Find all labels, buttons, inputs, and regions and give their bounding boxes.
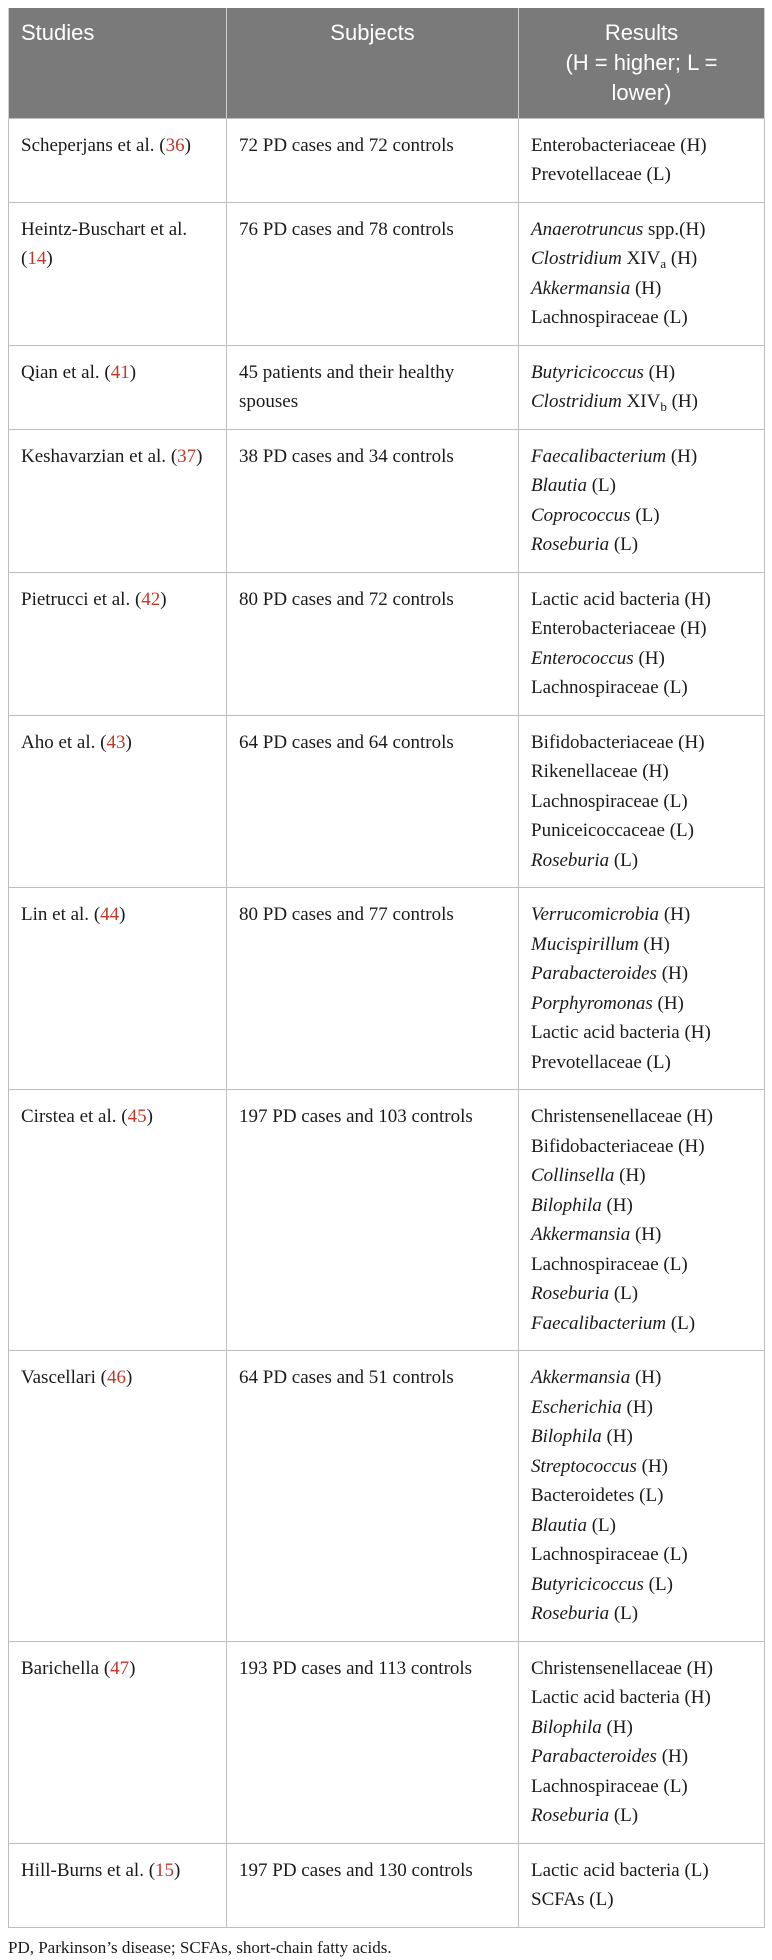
reference-link[interactable]: 43 [106, 731, 126, 753]
study-name: Pietrucci et al. [21, 588, 131, 610]
cell-subjects: 76 PD cases and 78 controls [227, 202, 519, 345]
taxon-name: Akkermansia [531, 277, 631, 299]
taxon-name: SCFAs [531, 1889, 585, 1910]
table-row [9, 429, 765, 572]
result-item [531, 274, 752, 304]
taxon-name: Enterococcus [531, 647, 634, 669]
cell-results [519, 1090, 765, 1351]
direction-label: (L) [609, 1603, 639, 1624]
direction-label: (L) [586, 1514, 616, 1536]
taxon-name: Christensenellaceae [531, 1657, 682, 1679]
result-item [531, 816, 752, 846]
cell-subjects: 197 PD cases and 130 controls [227, 1843, 519, 1927]
header-results-line2: (H = higher; L = [565, 50, 718, 75]
direction-label: (H) [666, 391, 698, 412]
reference-link[interactable]: 41 [110, 361, 130, 383]
taxon-name: Lactic acid bacteria [531, 1859, 680, 1881]
direction-label: (H) [681, 1657, 714, 1679]
direction-label: (H) [636, 1455, 669, 1477]
cell-study: Keshavarzian et al. (37) [9, 429, 227, 572]
result-item [531, 1279, 752, 1309]
table-row [9, 1351, 765, 1642]
result-item [531, 846, 752, 876]
study-name: Keshavarzian et al. [21, 445, 167, 467]
taxon-subscript: b [660, 399, 667, 414]
cell-study: Qian et al. (41) [9, 345, 227, 429]
study-name: Vascellari [21, 1367, 96, 1388]
cell-subjects: 45 patients and their healthy spouses [227, 345, 519, 429]
cell-study: Hill-Burns et al. (15) [9, 1843, 227, 1927]
table-row [9, 118, 765, 202]
header-results [519, 8, 765, 118]
direction-label: (L) [586, 475, 616, 496]
direction-label: (H) [621, 1396, 653, 1418]
result-item [531, 303, 752, 333]
result-item [531, 387, 752, 417]
taxon-name: Butyricicoccus [531, 1573, 644, 1595]
direction-label: (L) [658, 1253, 688, 1275]
result-item [531, 1540, 752, 1570]
taxon-subscript: a [660, 256, 667, 271]
direction-label: spp.(H) [643, 218, 706, 240]
table-row [9, 1641, 765, 1843]
result-item [531, 787, 752, 817]
result-item [531, 244, 752, 274]
direction-label: (H) [601, 1426, 633, 1447]
direction-label: (H) [633, 647, 665, 669]
taxon-name: Roseburia [531, 1283, 610, 1304]
reference-link[interactable]: 42 [141, 588, 161, 610]
taxon-name: Rikenellaceae [531, 761, 638, 782]
direction-label: (L) [641, 1051, 671, 1073]
taxon-name: Clostridium [531, 391, 622, 412]
cell-results [519, 1843, 765, 1927]
study-name: Scheperjans et al. [21, 134, 155, 156]
table-body [9, 118, 765, 1927]
direction-label: (L) [643, 1573, 673, 1595]
taxon-name: Blautia [531, 475, 587, 496]
cell-study: Cirstea et al. (45) [9, 1090, 227, 1351]
direction-label: (H) [652, 992, 684, 1014]
result-item [531, 1161, 752, 1191]
result-item [531, 1191, 752, 1221]
result-item [531, 1363, 752, 1393]
taxon-name: Puniceicoccaceae [531, 820, 665, 841]
direction-label: (H) [675, 134, 707, 156]
study-name: Hill-Burns et al. [21, 1859, 144, 1881]
header-results-line3: lower) [611, 80, 672, 105]
cell-results [519, 1641, 765, 1843]
result-item [531, 358, 752, 388]
result-item [531, 1422, 752, 1452]
study-name: Heintz-Buschart et al. [21, 218, 188, 240]
taxon-name: Roseburia [531, 849, 610, 871]
result-item [531, 1132, 752, 1162]
result-item [531, 442, 752, 472]
taxon-name: Blautia [531, 1514, 587, 1536]
result-item [531, 728, 752, 758]
direction-label: (L) [658, 677, 688, 698]
studies-table [8, 8, 765, 1928]
result-item [531, 900, 752, 930]
taxon-name: Roseburia [531, 534, 610, 555]
taxon-name: Lactic acid bacteria [531, 1687, 680, 1708]
study-name: Aho et al. [21, 731, 96, 753]
result-item [531, 1654, 752, 1684]
direction-label: (H) [630, 1367, 662, 1388]
direction-label: (L) [666, 1312, 696, 1334]
result-item [531, 215, 752, 245]
result-item [531, 1511, 752, 1541]
taxon-name: Collinsella [531, 1165, 615, 1186]
direction-label: (L) [658, 790, 688, 812]
cell-subjects: 80 PD cases and 72 controls [227, 572, 519, 715]
cell-subjects: 197 PD cases and 103 controls [227, 1090, 519, 1351]
reference-link[interactable]: 47 [110, 1657, 130, 1679]
cell-study: Barichella (47) [9, 1641, 227, 1843]
table-row [9, 1843, 765, 1927]
taxon-name: Prevotellaceae [531, 1051, 642, 1073]
taxon-name: Faecalibacterium [531, 1312, 667, 1334]
taxon-name: Bilophila [531, 1716, 602, 1738]
direction-label: (L) [609, 1805, 639, 1826]
result-item [531, 959, 752, 989]
table-footnote: PD, Parkinson’s disease; SCFAs, short-chain fatty acids. [8, 1937, 392, 1957]
taxon-name: Roseburia [531, 1805, 610, 1826]
direction-label: (L) [658, 1775, 688, 1797]
table-container [8, 8, 764, 1958]
result-item [531, 1856, 752, 1886]
taxon-name: Clostridium [531, 248, 622, 269]
cell-results [519, 888, 765, 1090]
result-item [531, 1683, 752, 1713]
taxon-name: Streptococcus [531, 1455, 637, 1477]
reference-link[interactable]: 14 [27, 248, 47, 269]
cell-subjects: 193 PD cases and 113 controls [227, 1641, 519, 1843]
header-subjects: Subjects [227, 8, 519, 118]
result-item [531, 1742, 752, 1772]
result-item [531, 160, 752, 190]
direction-label: (H) [638, 933, 670, 955]
cell-subjects: 64 PD cases and 51 controls [227, 1351, 519, 1642]
taxon-name: Lachnospiraceae [531, 307, 659, 328]
reference-link[interactable]: 45 [127, 1106, 147, 1127]
taxon-name: Lactic acid bacteria [531, 1022, 680, 1043]
result-item [531, 1481, 752, 1511]
taxon-name: Bilophila [531, 1426, 602, 1447]
result-item [531, 1393, 752, 1423]
result-item [531, 644, 752, 674]
taxon-name: Anaerotruncus [531, 218, 644, 240]
cell-study: Aho et al. (43) [9, 715, 227, 888]
result-item [531, 614, 752, 644]
cell-study: Pietrucci et al. (42) [9, 572, 227, 715]
cell-study: Scheperjans et al. (36) [9, 118, 227, 202]
result-item [531, 501, 752, 531]
cell-subjects: 72 PD cases and 72 controls [227, 118, 519, 202]
study-name: Qian et al. [21, 361, 100, 383]
taxon-name: Roseburia [531, 1603, 610, 1624]
cell-subjects: 80 PD cases and 77 controls [227, 888, 519, 1090]
cell-results [519, 572, 765, 715]
direction-label: (H) [673, 731, 705, 753]
direction-label: (H) [666, 248, 698, 269]
direction-label: (H) [614, 1165, 646, 1186]
result-item [531, 1713, 752, 1743]
result-item [531, 585, 752, 615]
direction-label: (L) [609, 534, 639, 555]
direction-label: (H) [673, 1135, 705, 1157]
direction-label: (L) [658, 307, 688, 328]
header-results-line1: Results [604, 20, 679, 45]
table-row [9, 888, 765, 1090]
cell-study: Lin et al. (44) [9, 888, 227, 1090]
taxon-name: Parabacteroides [531, 963, 657, 984]
cell-results [519, 118, 765, 202]
reference-link[interactable]: 36 [165, 134, 185, 156]
cell-results [519, 429, 765, 572]
taxon-name: Christensenellaceae [531, 1106, 682, 1127]
taxon-name: Enterobacteriaceae [531, 618, 676, 639]
direction-label: (L) [664, 820, 694, 841]
direction-label: (L) [679, 1859, 709, 1881]
table-row [9, 1090, 765, 1351]
taxon-name: Lachnospiraceae [531, 1775, 659, 1797]
taxon-name: Coprococcus [531, 504, 631, 526]
direction-label: (L) [584, 1889, 614, 1910]
direction-label: (H) [679, 588, 711, 610]
direction-label: (H) [630, 277, 662, 299]
taxon-name: Lachnospiraceae [531, 1253, 659, 1275]
taxon-name: Akkermansia [531, 1367, 631, 1388]
direction-label: (H) [681, 1106, 714, 1127]
result-item [531, 1452, 752, 1482]
taxon-name: Bacteroidetes [531, 1485, 635, 1506]
direction-label: (H) [601, 1716, 633, 1738]
taxon-name: Parabacteroides [531, 1746, 657, 1767]
header-studies: Studies [9, 8, 227, 118]
direction-label: (H) [643, 361, 676, 383]
result-item [531, 1801, 752, 1831]
taxon-name: Mucispirillum [531, 933, 639, 955]
direction-label: (H) [679, 1687, 711, 1708]
study-name: Lin et al. [21, 904, 90, 925]
cell-study: Heintz-Buschart et al. (14) [9, 202, 227, 345]
reference-link[interactable]: 15 [155, 1859, 175, 1881]
direction-label: (H) [630, 1224, 662, 1245]
table-row [9, 572, 765, 715]
taxon-name: Akkermansia [531, 1224, 631, 1245]
reference-link[interactable]: 37 [177, 445, 197, 467]
result-item [531, 757, 752, 787]
result-item [531, 530, 752, 560]
result-item [531, 930, 752, 960]
taxon-name: Butyricicoccus [531, 361, 644, 383]
taxon-cluster: XIV [621, 391, 661, 412]
taxon-name: Bifidobacteriaceae [531, 731, 674, 753]
direction-label: (H) [656, 963, 689, 984]
result-item [531, 131, 752, 161]
direction-label: (L) [641, 164, 671, 185]
result-item [531, 1102, 752, 1132]
taxon-name: Prevotellaceae [531, 164, 642, 185]
cell-results [519, 345, 765, 429]
result-item [531, 1772, 752, 1802]
result-item [531, 1018, 752, 1048]
result-item [531, 1250, 752, 1280]
cell-results [519, 1351, 765, 1642]
reference-link[interactable]: 44 [100, 904, 120, 925]
table-header-row [9, 8, 765, 118]
table-row [9, 715, 765, 888]
result-item [531, 1570, 752, 1600]
taxon-name: Bilophila [531, 1194, 602, 1216]
direction-label: (H) [679, 1022, 711, 1043]
taxon-name: Faecalibacterium [531, 445, 667, 467]
taxon-name: Lachnospiraceae [531, 1544, 659, 1565]
cell-study: Vascellari (46) [9, 1351, 227, 1642]
taxon-name: Escherichia [531, 1396, 622, 1418]
result-item [531, 1599, 752, 1629]
result-item [531, 1885, 752, 1915]
result-item [531, 1048, 752, 1078]
result-item [531, 471, 752, 501]
result-item [531, 1309, 752, 1339]
table-row [9, 345, 765, 429]
cell-results [519, 202, 765, 345]
taxon-cluster: XIV [621, 248, 661, 269]
result-item [531, 989, 752, 1019]
taxon-name: Lachnospiraceae [531, 677, 659, 698]
direction-label: (L) [630, 504, 660, 526]
direction-label: (L) [634, 1485, 664, 1506]
taxon-name: Lactic acid bacteria [531, 588, 680, 610]
direction-label: (H) [637, 761, 669, 782]
result-item [531, 1220, 752, 1250]
direction-label: (H) [656, 1746, 689, 1767]
taxon-name: Enterobacteriaceae [531, 134, 676, 156]
cell-subjects: 38 PD cases and 34 controls [227, 429, 519, 572]
direction-label: (H) [675, 618, 707, 639]
cell-results [519, 715, 765, 888]
taxon-name: Porphyromonas [531, 992, 653, 1014]
taxon-name: Lachnospiraceae [531, 790, 659, 812]
cell-subjects: 64 PD cases and 64 controls [227, 715, 519, 888]
study-name: Cirstea et al. [21, 1106, 117, 1127]
direction-label: (L) [609, 849, 639, 871]
taxon-name: Bifidobacteriaceae [531, 1135, 674, 1157]
direction-label: (L) [658, 1544, 688, 1565]
study-name: Barichella [21, 1657, 100, 1679]
direction-label: (H) [666, 445, 698, 467]
taxon-name: Verrucomicrobia [531, 904, 660, 925]
reference-link[interactable]: 46 [106, 1367, 126, 1388]
result-item [531, 673, 752, 703]
direction-label: (H) [659, 904, 691, 925]
table-row [9, 202, 765, 345]
direction-label: (L) [609, 1283, 639, 1304]
direction-label: (H) [601, 1194, 633, 1216]
